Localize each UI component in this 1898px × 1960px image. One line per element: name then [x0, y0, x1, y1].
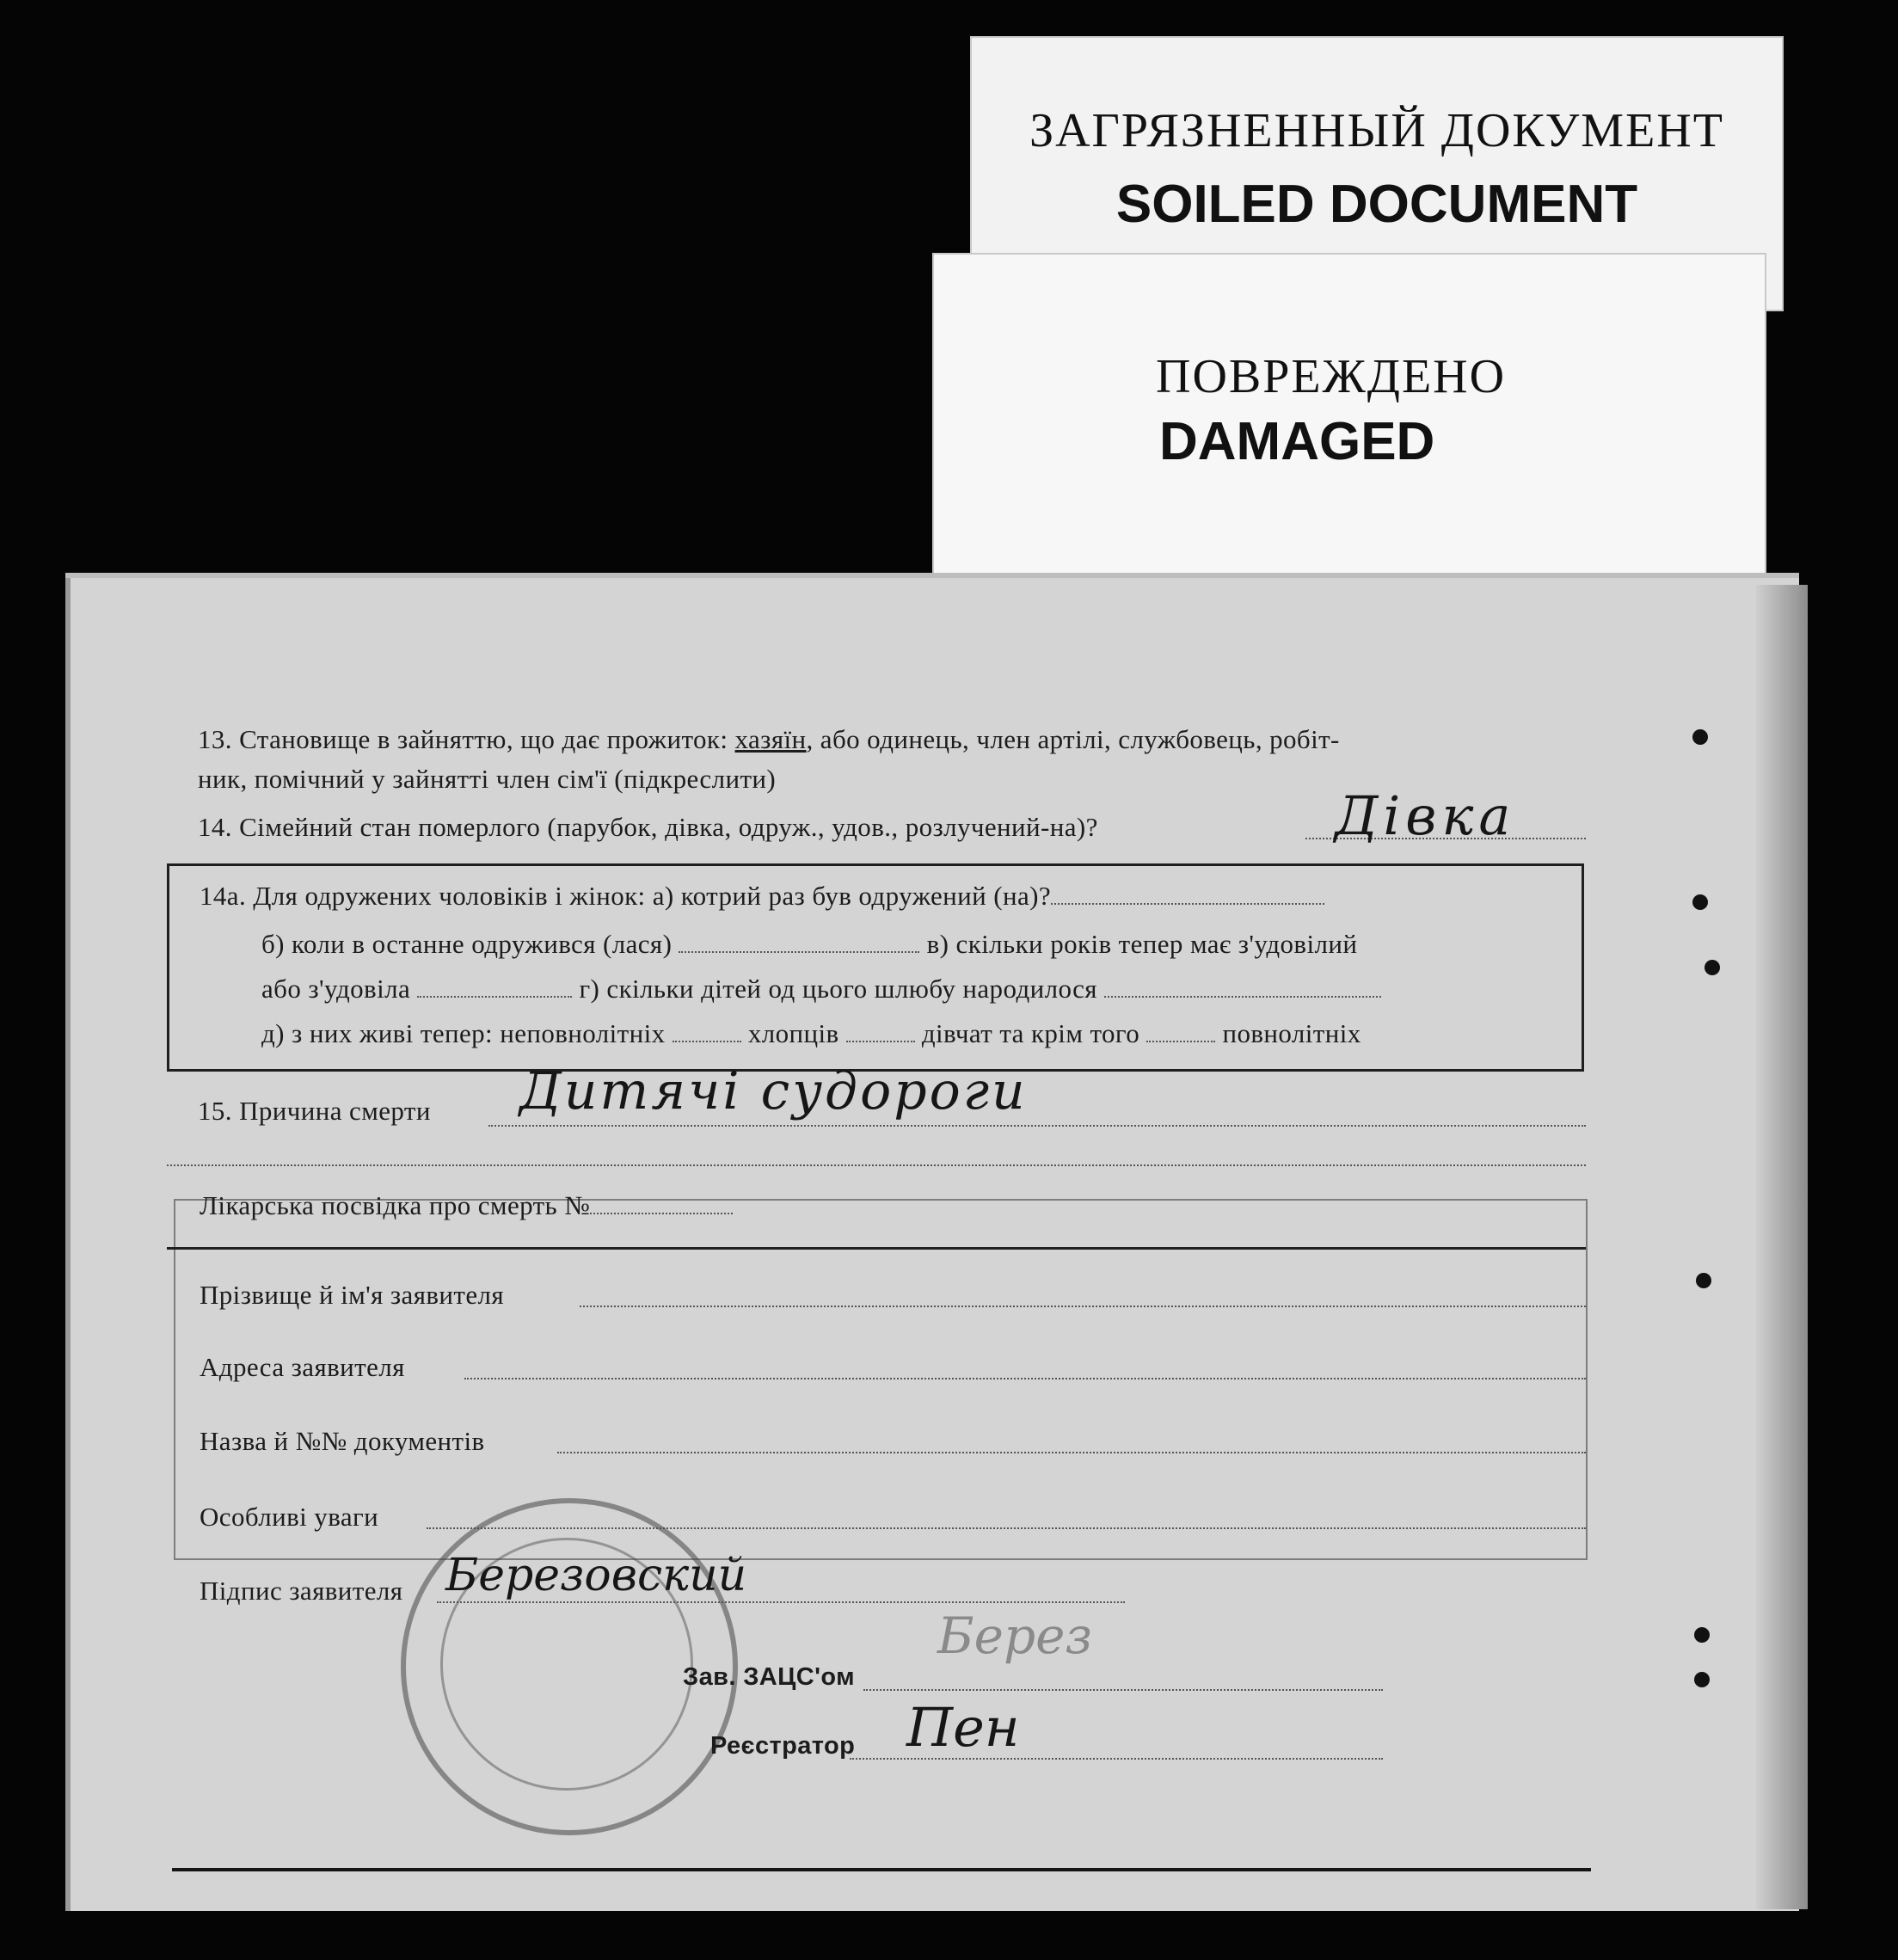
- question-14a-boys-label: хлопців: [747, 1018, 839, 1048]
- punch-hole: [1696, 1273, 1711, 1288]
- medical-certificate-label: Лікарська посвідка про смерть №: [200, 1190, 591, 1220]
- medical-certificate-line: [200, 1190, 733, 1221]
- question-14-handwritten-answer: Дівка: [1335, 784, 1516, 847]
- question-14a-line-4: [261, 1018, 1361, 1049]
- registry-head-signature: Берез: [937, 1607, 1093, 1665]
- punch-hole: [1692, 894, 1708, 910]
- question-14a-b-label: б) коли в останне одружився (лася): [261, 929, 673, 959]
- damaged-label-english: DAMAGED: [1159, 412, 1435, 471]
- question-14a-b-blank: [679, 949, 919, 953]
- applicant-handwritten-signature: Березовский: [445, 1550, 747, 1601]
- question-14a-line-3: [261, 974, 1381, 1005]
- registrar-signature: Пен: [906, 1696, 1020, 1759]
- documents-label: Назва й №№ документів: [200, 1426, 485, 1456]
- death-record-form-sheet: [65, 578, 1799, 1911]
- question-14a-adults-label: повнолітніх: [1222, 1018, 1361, 1048]
- question-14a-widowed-blank: [417, 994, 572, 998]
- punch-hole: [1694, 1627, 1710, 1643]
- documents-line: [557, 1452, 1586, 1453]
- question-14a-v-label: в) скільки років тепер має з'удовілий: [926, 929, 1358, 959]
- medical-certificate-blank: [590, 1211, 733, 1214]
- applicant-signature-label: Підпис заявителя: [200, 1576, 403, 1606]
- punch-hole: [1694, 1672, 1710, 1687]
- question-15-handwritten-answer: Дитячі судороги: [519, 1061, 1028, 1121]
- question-14a-girls-label: дівчат та крім того: [921, 1018, 1140, 1048]
- applicant-name-line: [580, 1306, 1586, 1307]
- registrar-label: Реєстратор: [710, 1732, 856, 1760]
- question-13-line-2: ник, помічний у зайнятті член сім'ї (підкреслити): [198, 764, 777, 794]
- question-13-rest: , або одинець, член артілі, службовець, робіт-: [806, 724, 1340, 754]
- question-14a-line-1: [200, 881, 1324, 912]
- question-14a-girls-blank: [846, 1039, 915, 1042]
- question-14a-line-2: [261, 929, 1357, 960]
- question-14a-g-label: г) скільки дітей од цього шлюбу народилося: [579, 974, 1097, 1004]
- applicant-address-label: Адреса заявителя: [200, 1352, 405, 1382]
- applicant-name-label: Прізвище й ім'я заявителя: [200, 1280, 505, 1310]
- question-15-answer-line: [488, 1125, 1586, 1127]
- question-14a-d-label: д) з них живі тепер: неповнолітніх: [261, 1018, 666, 1048]
- section-divider: [167, 1247, 1586, 1250]
- damaged-label-russian: ПОВРЕЖДЕНО: [1156, 350, 1507, 403]
- remarks-label: Особливі уваги: [200, 1502, 379, 1532]
- question-14a-a-blank: [1051, 901, 1324, 905]
- registry-head-signature-line: [863, 1689, 1383, 1691]
- applicant-signature-line: [437, 1601, 1125, 1603]
- question-14a-g-blank: [1104, 994, 1381, 998]
- question-13-prefix: 13. Становище в зайняттю, що дає прожиток:: [198, 724, 735, 754]
- registry-head-label: Зав. ЗАЦС'ом: [683, 1663, 855, 1691]
- applicant-address-line: [464, 1378, 1586, 1379]
- damaged-document-label: [932, 253, 1766, 580]
- soiled-label-russian: ЗАГРЯЗНЕННЫЙ ДОКУМЕНТ: [1029, 104, 1724, 157]
- question-14a-adults-blank: [1146, 1039, 1215, 1042]
- question-15-label: 15. Причина смерти: [198, 1096, 431, 1126]
- soiled-label-english: SOILED DOCUMENT: [1115, 175, 1638, 234]
- question-13-line-1: [198, 724, 1340, 755]
- question-14a-boys-blank: [673, 1039, 741, 1042]
- question-14a-widowed-label: або з'удовіла: [261, 974, 411, 1004]
- question-15-continuation-line: [167, 1164, 1586, 1166]
- question-13-underlined-answer: хазяїн: [734, 724, 807, 754]
- form-bottom-rule: [172, 1868, 1591, 1871]
- punch-hole: [1705, 960, 1720, 975]
- question-14a-label: 14а. Для одружених чоловіків і жінок: а) котрий раз був одружений (на)?: [200, 881, 1052, 911]
- punch-hole: [1692, 729, 1708, 745]
- question-14-label: 14. Сімейний стан померлого (парубок, дівка, одруж., удов., розлучений-на)?: [198, 812, 1098, 842]
